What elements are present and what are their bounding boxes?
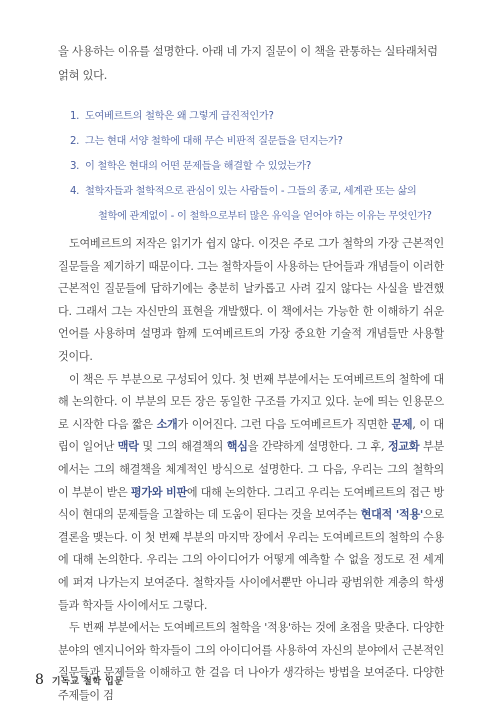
highlight-term: 정교화 [387,440,420,454]
question-text: 철학자들과 철학적으로 관심이 있는 사람들이 - 그들의 종교, 세계관 또는 삶의 [84,186,417,197]
question-text: 그는 현대 서양 철학에 대해 무슨 비판적 질문들을 던지는가? [84,136,343,147]
question-number: 4. [70,186,80,197]
question-text: 이 철학은 현대의 어떤 문제들을 해결할 수 있었는가? [84,161,311,172]
paragraph: 도여베르트의 저작은 읽기가 쉽지 않다. 이것은 주로 그가 철학의 가장 근본적인 질문들을 제기하기 때문이다. 그는 철학자들이 사용하는 단어들과 개념들이 이러한 근본적인 질문들에 답하기에는 충분히 날카롭고 사려 깊지 않다는 사실을 발견했다. 그래서 그는 자신만의 표현을 개발했다. 이 책에서는 가능한 한 이해하기 쉬운 언어를 사용하며 설명과 함께 도여베르트의 가장 중요한 기술적 개념들만 사용할 것이다. [58,237,444,363]
page-number: 8 [35,672,44,688]
paragraph: 이 책은 두 부분으로 구성되어 있다. 첫 번째 부분에서는 도여베르트의 철학에 대해 논의한다. 이 부분의 모든 장은 동일한 구조를 가지고 있다. 눈에 띄는 인용문으로 시작한 다음 짧은 소개가 이어진다. 그런 다음 도여베르트가 직면한 문제, 이 대립이 일어난 맥락 및 그의 해결책의 핵심을 간략하게 설명한다. 그 후, 정교화 부분에서는 그의 해결책을 체계적인 방식으로 설명한다. 그 다음, 우리는 그의 철학의 이 부분이 받은 평가와 비판에 대해 논의한다. 그리고 우리는 도여베르트의 접근 방식이 현대의 문제들을 고찰하는 데 도움이 된다는 것을 보여주는 현대적 '적용'으로 결론을 맺는다. 이 첫 번째 부분의 마지막 장에서 우리는 도여베르트의 철학의 수용에 대해 논의한다. 우리는 그의 아이디어가 어떻게 예측할 수 없을 정도로 전 세계에 퍼져 나가는지 보여준다. 철학자들 사이에서뿐만 아니라 광범위한 계층의 학생들과 학자들 사이에서도 그렇다. [58,372,444,612]
question-item [58,104,450,129]
body-text [58,233,444,707]
page-footer [35,672,124,688]
question-number: 2. [70,136,80,147]
question-item [58,129,450,154]
intro-text: 을 사용하는 이유를 설명한다. 아래 네 가지 질문이 이 책을 관통하는 실타래처럼 얽혀 있다. [58,45,438,82]
question-item [58,154,450,179]
question-item [58,179,450,229]
running-title: 기독교 철학 입문 [51,677,124,687]
question-number: 1. [70,111,80,122]
highlight-term: 평가와 비판 [130,485,187,499]
highlight-term: 현대적 '적용' [360,508,424,522]
question-text: 도여베르트의 철학은 왜 그렇게 급진적인가? [84,111,274,122]
highlight-term: 문제 [391,417,413,431]
highlight-term: 소개 [156,417,178,431]
question-text-continued: 철학에 관계없이 - 이 철학으로부터 많은 유익을 얻어야 하는 이유는 무엇인가? [98,211,432,222]
highlight-term: 맥락 [117,440,139,454]
question-list [58,104,450,229]
question-number: 3. [70,161,80,172]
paragraph: 두 번째 부분에서는 도여베르트의 철학을 '적용'하는 것에 초점을 맞춘다. 다양한 분야의 엔지니어와 학자들이 그의 아이디어를 사용하여 자신의 분야에서 근본적인 질문들과 문제들을 이해하고 한 걸음 더 나아가 생각하는 방법을 보여준다. 다양한 주제들이 검 [58,621,444,702]
highlight-term: 핵심 [226,440,248,454]
